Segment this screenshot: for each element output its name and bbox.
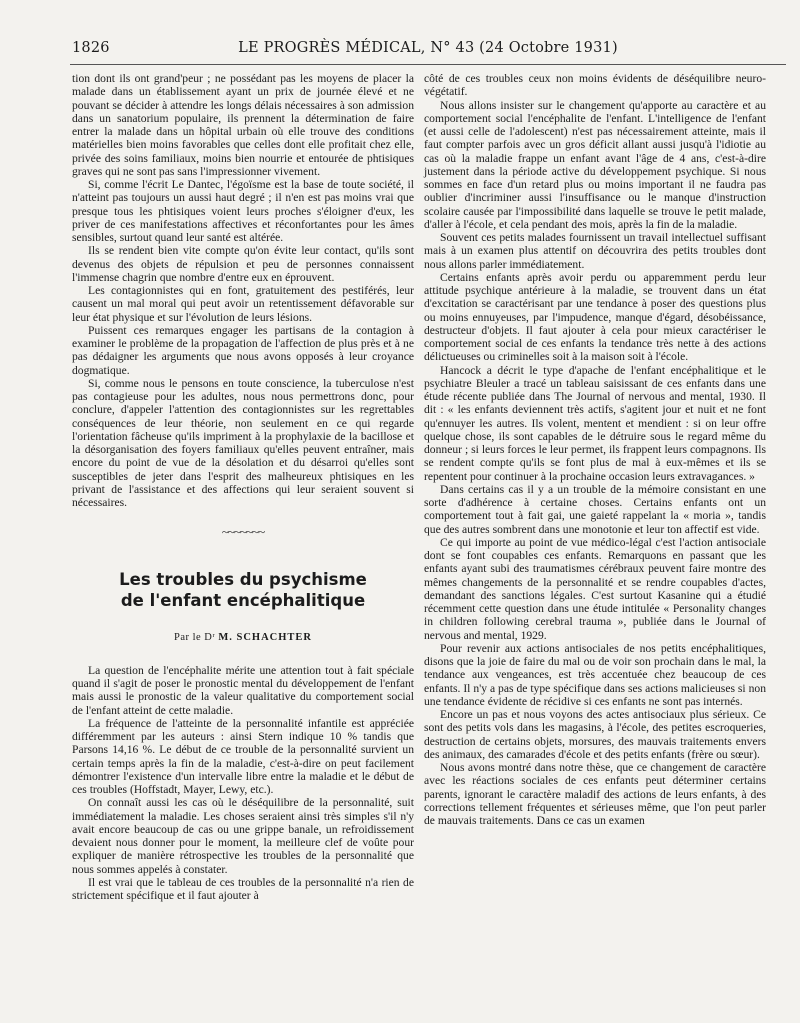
byline-prefix: Par le Dʳ [173,631,216,643]
paragraph: La fréquence de l'atteinte de la personnalité infantile est appréciée différemment par les auteurs : ainsi Stern indique 10 % tandis que Parsons 14,16 %. Le début de ce trouble de la personnalité survient un certain temps après la fin de la maladie, c'est-à-dire on peut facilement démontrer l'existence d'un intervalle libre entre la maladie et le début de ces troubles (Hoffstadt, Mayer, Lewy, etc.). [72,716,414,796]
paragraph: tion dont ils ont grand'peur ; ne possédant pas les moyens de placer la malade dans un établissement ayant un prix de journée élevé et ne pouvant se décider à attendre les longs délais nécessaires à son admission dans un sanatorium populaire, ils prennent la détermination de faire entrer la malade dans un hôpital urbain où elle trouve des conditions matérielles bien moins favorables que celles dont elle profitait chez elle, privée des soins familiaux, moins bien nourrie et entourée de phtisiques graves qui ne sont pas sans l'impressionner vivement. [72,72,414,178]
author-name: M. SCHACHTER [218,631,312,643]
paragraph: Pour revenir aux actions antisociales de nos petits encéphalitiques, disons que la joie de faire du mal ou de voir son prochain dans le mal, la tendance aux vengeances, est très accentuée chez beaucoup de ces enfants. Il n'y a pas de type spécifique dans ses actions malicieuses si non une tendance évidente de récidive si ces enfants ne sont pas internés. [424,641,766,708]
running-header [72,38,784,60]
paragraph: Encore un pas et nous voyons des actes antisociaux plus sérieux. Ce sont des petits vols dans les magasins, à l'école, des petites escroqueries, destruction de certains objets, morsures, des mauvais traitements envers des animaux, des camarades d'école et des petits enfants (frère ou sœur). [424,708,766,761]
page-number: 1826 [72,40,110,56]
paragraph: côté de ces troubles ceux non moins évidents de déséquilibre neuro-végétatif. [424,72,766,99]
article-title-line-2: de l'enfant encéphalitique [120,590,366,610]
byline [72,631,414,644]
paragraph: Nous avons montré dans notre thèse, que ce changement de caractère avec les réactions sociales de ces enfants peut déterminer certains parents, ignorant le caractère maladif des actions de leurs enfants, à des corrections tellement fréquentes et sérieuses même, que l'on peut parler de mauvais traitements. Dans ce cas un examen [424,761,766,827]
section-divider: ~~~~~~~ [221,524,265,540]
paragraph: La question de l'encéphalite mérite une attention tout à fait spéciale quand il s'agit de poser le pronostic mental du développement de l'enfant mais aussi le pronostic de la valeur qualitative du comportement social de l'enfant atteint de cette maladie. [72,663,414,717]
paragraph: Si, comme l'écrit Le Dantec, l'égoïsme est la base de toute société, il n'atteint pas toujours un aussi haut degré ; il n'en est pas moins vrai que presque tous les phtisiques voient leurs proches s'éloigner d'eux, les priver de ces manifestations affectives et réconfortantes pour les âmes sensibles, surtout quand leur santé est altérée. [72,178,414,244]
paragraph: Certains enfants après avoir perdu ou apparemment perdu leur attitude psychique antérieure à la maladie, se trouvent dans un état d'excitation se caractérisant par une tendance à poser des questions plus ou moins ennuyeuses, par l'impudence, manque d'égard, désobéissance, destructeur d'objets. Il faut ajouter à cela pour mieux caractériser le comportement social de ces enfants la tendance très nette à des actions délictueuses ou criminelles soit à la maison soit à l'école. [424,270,766,364]
paragraph: Dans certains cas il y a un trouble de la mémoire consistant en une sorte d'adhérence à certaine choses. Certains enfants ont un comportement tout à fait gai, une gaieté rappelant la « moria », tandis que des autres sombrent dans une monotonie et leur ton affectif est vide. [424,482,766,536]
left-column [72,72,414,902]
article-title [72,569,414,611]
paragraph: Il est vrai que le tableau de ces troubles de la personnalité n'a rien de strictement spécifique et il faut ajouter à [72,875,414,902]
paragraph: Si, comme nous le pensons en toute conscience, la tuberculose n'est pas contagieuse pour les adultes, nous nous permettrons donc, pour conclure, d'appeler l'attention des contagionnistes sur les regrettables conséquences de leur théorie, non seulement en ce qui regarde l'orientation fâcheuse qu'ils impriment à la prophylaxie de la bacillose et la désorganisation des foyers familiaux qu'elles peuvent entraîner, mais encore du point de vue de la désolation et du désarroi qu'elles sont susceptibles de jeter dans l'esprit des malheureux phtisiques en les privant de l'assistance et des affections qui leur seraient souvent si nécessaires. [72,376,414,509]
paragraph: On connaît aussi les cas où le déséquilibre de la personnalité, suit immédiatement la maladie. Les choses seraient ainsi très simples s'il n'y avait encore beaucoup de cas ou une grippe banale, un refroidissement devaient nous donner pour le moment, la meilleure clef de voûte pour expliquer de manière rétrospective les troubles de la personnalité que nous sommes appelés à constater. [72,796,414,876]
paragraph: Hancock a décrit le type d'apache de l'enfant encéphalitique et le psychiatre Bleuler a tracé un tableau saisissant de ces enfants dans une étude récente publiée dans The Journal of nervous and mental, 1930. Il dit : « les enfants deviennent très actifs, s'agitent jour et nuit et ne font qu'ennuyer les autres. Ils volent, mentent et mendient : si on leur offre quelque chose, ils sont capables de le détruire sous le regard même du donneur ; si leurs forces le leur permet, ils frappent leurs compagnons. Ils se rendent compte qu'ils se font plus de mal à eux-mêmes et ils se repentent pour continuer à la prochaine occasion leurs extravagances. » [424,363,766,483]
paragraph: Nous allons insister sur le changement qu'apporte au caractère et au comportement social l'encéphalite de l'enfant. L'intelligence de l'enfant (et aussi celle de l'adolescent) n'est pas nécessairement atteinte, mais il faut compter parfois avec un gros déficit allant aussi jusqu'à l'idiotie au cas où la maladie frappe un enfant avant l'âge de 4 ans, c'est-à-dire justement dans la période active du développement psychique. Si nous sommes en face d'un retard plus ou moins important il ne faudra pas oublier d'incriminer aussi l'insuffisance ou le manque d'instruction scolaire causée par l'impossibilité dans laquelle se trouve le petit malade, d'aller à l'école, et cela pendant des mois, après la fin de la maladie. [424,98,766,231]
journal-title: LE PROGRÈS MÉDICAL, N° 43 (24 Octobre 1931) [238,40,618,56]
paragraph: Les contagionnistes qui en font, gratuitement des pestiférés, leur causent un mal moral qui peut avoir un retentissement défavorable sur leur état physique et sur l'évolution de leurs lésions. [72,284,414,324]
paragraph: Ce qui importe au point de vue médico-légal c'est l'action antisociale dont se font coupables ces enfants. Remarquons en passant que les enfants ayant subi des traumatismes cérébraux peuvent faire montre des mêmes changements de la personnalité et se rendre coupables d'actes, demandant des sanctions légales. C'est surtout Kasanine qui a étudié récemment cette question dans une étude intitulée « Personality changes in children following cerebral trauma », publiée dans le Journal of nervous and mental, 1929. [424,535,766,642]
paragraph: Puissent ces remarques engager les partisans de la contagion à examiner le problème de la propagation de l'affection de plus près et à ne pas dédaigner les arguments que nous avons opposés à leur croyance dogmatique. [72,323,414,377]
paragraph: Souvent ces petits malades fournissent un travail intellectuel suffisant mais à un examen plus attentif on découvrira des petits troubles dont nous allons parler immédiatement. [424,231,766,271]
right-column [424,72,766,827]
header-rule [70,64,786,65]
article-title-line-1: Les troubles du psychisme [119,569,367,589]
paragraph: Ils se rendent bien vite compte qu'on évite leur contact, qu'ils sont devenus des objets de répulsion et peu de personnes connaissent l'immense chagrin que nombre d'entre eux en éprouvent. [72,244,414,284]
